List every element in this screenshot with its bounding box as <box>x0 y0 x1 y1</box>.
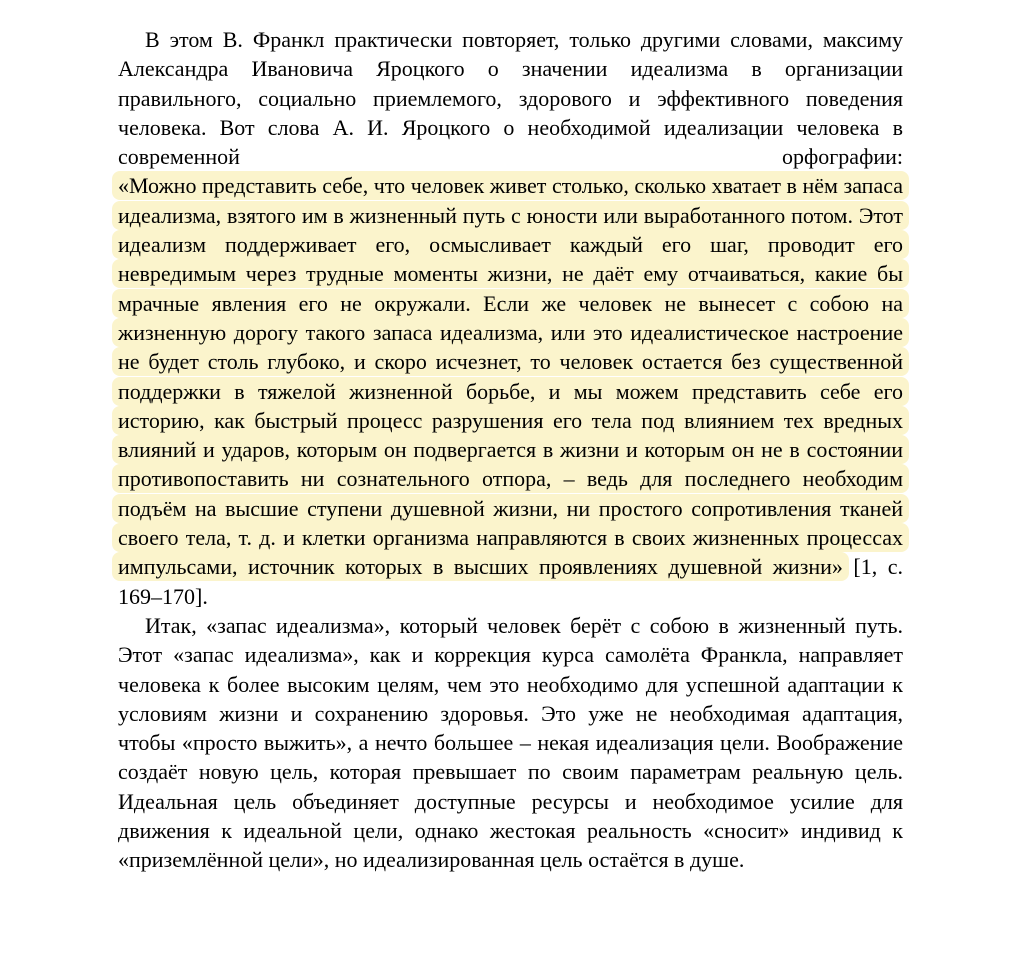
paragraph-conclusion: Итак, «запас идеализма», который человек берёт с собою в жизненный путь. Этот «запас идеализма», как и коррекция курса самолёта Франкла, направляет человека к более высоким целям, чем это необходимо для успешной адаптации к условиям жизни и сохранению здоровья. Это уже не необходимая адаптация, чтобы «просто выжить», а нечто большее – некая идеализация цели. Воображение создаёт новую цель, которая превышает по своим параметрам реальную цель. Идеальная цель объединяет доступные ресурсы и необходимое усилие для движения к идеальной цели, однако жестокая реальность «сносит» индивид к «приземлённой цели», но идеализированная цель остаётся в душе. <box>118 612 903 873</box>
highlighted-quote: «Можно представить себе, что человек живет столько, сколько хватает в нём запаса идеализма, взятого им в жизненный путь с юности или выработанного потом. Этот идеализм поддерживает его, осмысливает каждый его шаг, проводит его невредимым через трудные моменты жизни, не даёт ему отчаиваться, какие бы мрачные явления его не окружали. Если же человек не вынесет с собою на жизненную дорогу такого запаса идеализма, или это идеалистическое настроение не будет столь глубоко, и скоро исчезнет, то человек остается без существенной поддержки в тяжелой жизненной борьбе, и мы можем представить себе его историю, как быстрый процесс разрушения его тела под влиянием тех вредных влияний и ударов, которым он подвергается в жизни и которым он не в состоянии противопоставить ни сознательного отпора, – ведь для последнего необходим подъём на высшие ступени душевной жизни, ни простого сопротивления тканей своего тела, т. д. и клетки организма направляются в своих жизненных процессах импульсами, источник которых в высших проявлениях душевной жизни» <box>112 171 909 581</box>
paragraph-quote <box>118 171 903 610</box>
paragraph-intro: В этом В. Франкл практически повторяет, только другими словами, максиму Александра Ивановича Яроцкого о значении идеализма в организации правильного, социально приемлемого, здорового и эффективного поведения человека. Вот слова А. И. Яроцкого о необходимой идеализации человека в современной орфографии: <box>118 27 903 170</box>
text-block <box>118 25 903 875</box>
citation-reference: [1, с. 169–170]. <box>118 554 903 609</box>
